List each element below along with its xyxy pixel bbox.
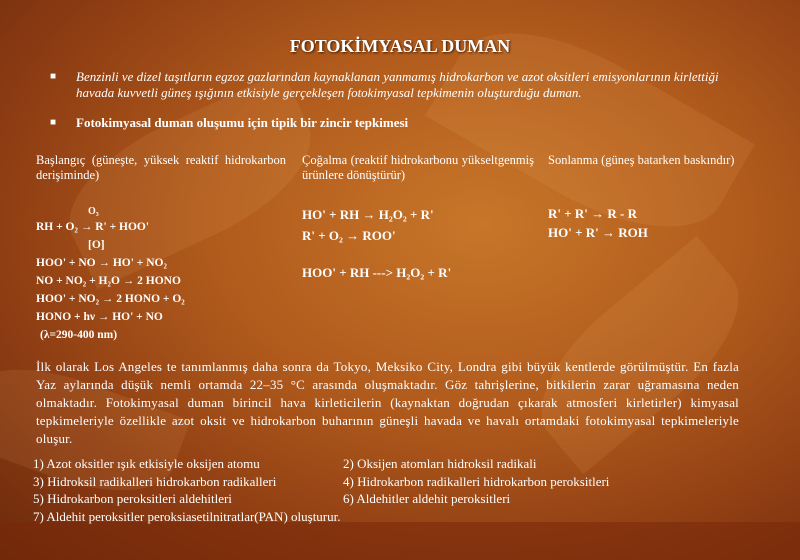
reaction-line: (λ=290-400 nm) xyxy=(40,329,118,341)
reaction-line: HOO' + NO → HO' + NO₂ xyxy=(36,257,167,269)
list-item: 5) Hidrokarbon peroksitleri aldehitleri xyxy=(33,491,232,506)
reaction-line: NO + NO₂ + H₂O → 2 HONO xyxy=(36,275,181,287)
list-item: 1) Azot oksitler ışık etkisiyle oksijen atomu xyxy=(33,456,260,471)
list-item: 7) Aldehit peroksitler peroksiasetilnitratlar(PAN) oluşturur. xyxy=(33,508,341,524)
reaction-line: HO' + RH → H₂O₂ + R' xyxy=(302,207,434,222)
reaction-line: [O] xyxy=(88,239,105,251)
list-row xyxy=(33,473,753,491)
bullet-square-icon: ■ xyxy=(50,117,57,128)
column-heading-termination: Sonlanma (güneş batarken baskındır) xyxy=(548,153,735,167)
column-heading-propagation: Çoğalma (reaktif hidrokarbonu yükseltgenmiş ürünlere dönüştürür) xyxy=(302,153,534,182)
list-row xyxy=(33,490,753,508)
numbered-list xyxy=(33,455,753,525)
bullet-text: Fotokimyasal duman oluşumu için tipik bir zincir tepkimesi xyxy=(76,115,409,130)
reaction-line: HO' + R' → ROH xyxy=(548,225,648,240)
bullet-text: Benzinli ve dizel taşıtların egzoz gazlarından kaynaklanan yanmamış hidrokarbon ve azot oksitleri emisyonlarının kirlettiği havada kuvvetli güneş ışığının etkisiyle gerçekleşen fotokimyasal tepkimenin oluşturduğu duman. xyxy=(76,69,719,100)
reaction-line: HOO' + NO₂ → 2 HONO + O₂ xyxy=(36,293,185,305)
bullet-item xyxy=(50,69,760,101)
slide-title: FOTOKİMYASAL DUMAN xyxy=(289,36,511,56)
list-row xyxy=(33,508,753,526)
reactions-propagation xyxy=(302,204,542,283)
reaction-line: HOO' + RH ---> H₂O₂ + R' xyxy=(302,265,452,280)
reaction-line: R' + R' → R - R xyxy=(548,206,638,221)
list-row xyxy=(33,455,753,473)
bullet-item xyxy=(50,115,760,131)
list-item: 6) Aldehitler aldehit peroksitleri xyxy=(343,491,511,506)
list-item: 2) Oksijen atomları hidroksil radikali xyxy=(343,456,537,471)
reaction-line: HONO + hν → HO' + NO xyxy=(36,311,163,323)
list-item: 4) Hidrokarbon radikalleri hidrokarbon peroksitleri xyxy=(343,473,610,489)
column-heading-initiation: Başlangıç (güneşte, yüksek reaktif hidrokarbon derişiminde) xyxy=(36,153,286,182)
reaction-line: R' + O₂ → ROO' xyxy=(302,228,396,243)
description-paragraph: İlk olarak Los Angeles te tanımlanmış daha sonra da Tokyo, Meksiko City, Londra gibi büyük kentlerde görülmüştür. En fazla Yaz aylarında düşük nemli ortamda 22–35 °C arasında oluşmaktadır. Göz tahrişlerine, bitkilerin zarar uğramasına neden olmaktadır. Fotokimyasal duman birincil hava kirleticilerin (kaynaktan doğrudan çıkarak atmosferi kirletirler) kimyasal tepkimeleriyle özellikle azot oksit ve hidrokarbon buharının güneşli havada ve havalı ortamdaki fotokimyasal tepkimeleriyle oluşur. xyxy=(36,359,739,446)
reaction-line: O₃ xyxy=(88,206,99,217)
reaction-line xyxy=(302,246,542,262)
reactions-initiation xyxy=(36,206,296,344)
reaction-line: RH + O₂ → R' + HOO' xyxy=(36,221,150,233)
reactions-termination xyxy=(548,204,768,242)
bullet-square-icon: ■ xyxy=(50,71,57,82)
list-item: 3) Hidroksil radikalleri hidrokarbon radikalleri xyxy=(33,473,277,489)
bottom-strip xyxy=(0,522,800,560)
